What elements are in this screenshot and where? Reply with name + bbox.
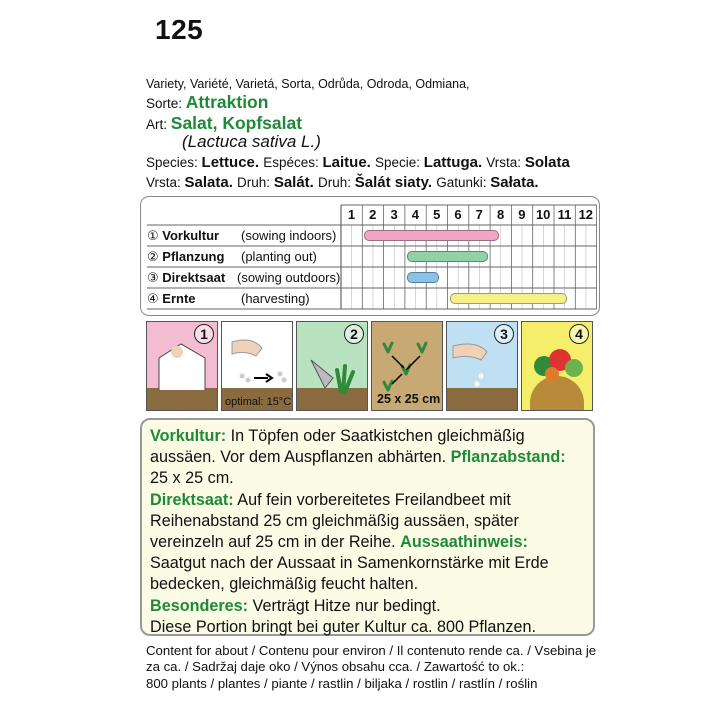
month-label: 7 [475, 207, 483, 222]
sorte-value: Attraktion [185, 92, 269, 112]
month-label: 1 [347, 207, 356, 222]
month-label: 6 [454, 207, 462, 222]
species-value: Laitue. [322, 154, 376, 171]
calendar-row-label [147, 228, 337, 244]
row-name: Ernte [162, 291, 196, 306]
sowing-calendar [140, 196, 600, 316]
variety-line: Variety, Variété, Varietá, Sorta, Odrůda, Odroda, Odmiana, [146, 77, 470, 91]
sorte-row [146, 92, 268, 113]
calendar-bar [364, 230, 498, 241]
instruction-text: Verträgt Hitze nur bedingt. [248, 596, 441, 615]
art-value: Salat, Kopfsalat [170, 113, 303, 133]
month-label: 5 [433, 207, 441, 222]
footer-line: Content for about / Contenu pour environ / Il contenuto rende ca. / Vsebina je [146, 643, 597, 658]
species-line-2 [146, 174, 539, 191]
seed-hand-icon [222, 330, 292, 396]
row-hint: (sowing outdoors) [237, 270, 341, 285]
row-name: Pflanzung [162, 249, 225, 264]
species-value: Salata. [184, 174, 238, 191]
species-label: Vrsta: [486, 155, 525, 170]
instruction-text: 25 x 25 cm. [150, 469, 234, 488]
instruction-paragraph [150, 426, 585, 490]
step-number-badge: 4 [569, 324, 589, 344]
row-number: ① [147, 228, 163, 243]
pictogram-1 [146, 321, 218, 411]
pictogram-caption: optimal: 15°C [225, 396, 292, 408]
pictogram-5 [446, 321, 518, 411]
row-hint: (harvesting) [241, 291, 310, 306]
row-hint: (planting out) [241, 249, 317, 264]
instruction-text: Saatgut nach der Aussaat in Samenkornstärke mit Erde bedecken, gleichmäßig feucht halten. [150, 554, 549, 594]
instruction-text: In Töpfen oder Saatkistchen gleichmäßig aussäen. Vor dem Auspflanzen abhärten. [150, 427, 525, 467]
calendar-bar [450, 293, 567, 304]
step-number-badge: 1 [194, 324, 214, 344]
instruction-keyword: Vorkultur: [150, 427, 227, 445]
species-label: Espéces: [263, 155, 323, 170]
month-label: 12 [578, 207, 594, 222]
calendar-row-label [147, 270, 341, 286]
instruction-keyword: Aussaathinweis: [400, 533, 528, 552]
species-label: Species: [146, 155, 202, 170]
pictogram-6 [521, 321, 593, 411]
instruction-paragraph [150, 617, 585, 638]
species-value: Solata [524, 154, 570, 171]
species-label: Specie: [375, 155, 424, 170]
species-value: Sałata. [490, 174, 539, 191]
packet-number: 125 [155, 14, 204, 45]
month-label: 3 [390, 207, 398, 222]
pictogram-caption: 25 x 25 cm [377, 392, 441, 406]
step-number-badge: 2 [344, 324, 364, 344]
art-label: Art: [146, 117, 168, 132]
species-value: Lettuce. [201, 154, 264, 171]
instruction-text: Diese Portion bringt bei guter Kultur ca. 800 Pflanzen. [150, 617, 537, 636]
plant-spacing-icon [372, 330, 442, 396]
pictogram-art [372, 330, 442, 401]
species-value: Salát. [273, 174, 318, 191]
calendar-row-label [147, 249, 317, 265]
pictogram-2 [221, 321, 293, 411]
step-number-badge: 3 [494, 324, 514, 344]
row-number: ② [147, 249, 163, 264]
row-hint: (sowing indoors) [241, 228, 337, 243]
art-row [146, 113, 302, 134]
content-footer [146, 643, 606, 692]
pictogram-3 [296, 321, 368, 411]
species-label: Druh: [237, 175, 274, 190]
instruction-paragraph [150, 490, 585, 596]
month-label: 4 [411, 207, 419, 222]
growing-instructions [140, 418, 595, 636]
species-value: Šalát siaty. [354, 174, 437, 191]
instruction-keyword: Pflanzabstand: [450, 448, 566, 467]
pictogram-4 [371, 321, 443, 411]
species-label: Gatunki: [436, 175, 491, 190]
row-number: ③ [147, 270, 163, 285]
row-name: Vorkultur [162, 228, 220, 243]
row-name: Direktsaat [162, 270, 226, 285]
calendar-row-label [147, 291, 310, 307]
footer-line: za ca. / Sadržaj daje oko / Výnos obsahu cca. / Zawartość to ok.: [146, 659, 525, 675]
instruction-keyword: Besonderes: [150, 596, 249, 615]
footer-line: 800 plants / plantes / piante / rastlin / biljaka / rostlin / rastlín / roślin [146, 675, 538, 691]
row-number: ④ [147, 291, 163, 306]
pictogram-art [222, 330, 292, 401]
instruction-keyword: Direktsaat: [150, 490, 234, 509]
month-label: 8 [496, 207, 505, 222]
instruction-paragraph [150, 596, 585, 617]
calendar-bar [407, 272, 439, 283]
month-label: 10 [535, 207, 551, 222]
species-label: Druh: [318, 175, 355, 190]
species-value: Lattuga. [423, 154, 487, 171]
latin-name: (Lactuca sativa L.) [182, 132, 321, 151]
month-label: 2 [369, 207, 377, 222]
sorte-label: Sorte: [146, 96, 183, 111]
species-label: Vrsta: [146, 175, 185, 190]
month-label: 9 [518, 207, 526, 222]
instruction-text: Auf fein vorbereitetes Freilandbeet mit Reihenabstand 25 cm gleichmäßig aussäen, später vereinzeln auf 25 cm in der Reihe. [150, 490, 519, 552]
species-line-1 [146, 154, 570, 171]
calendar-bar [407, 251, 488, 262]
month-label: 11 [557, 207, 572, 222]
